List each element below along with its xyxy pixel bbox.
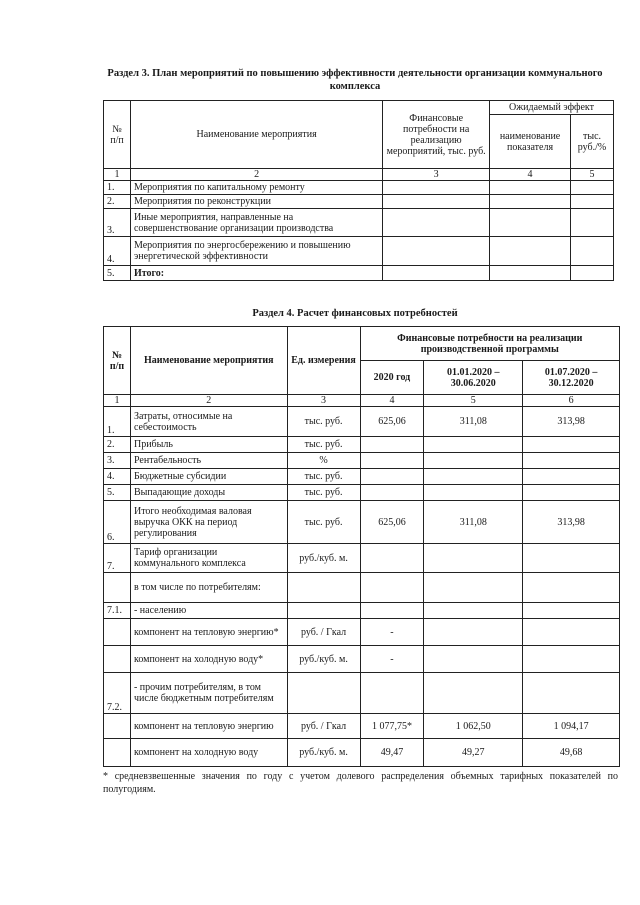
row-name: Бюджетные субсидии: [130, 469, 287, 485]
row-half1-value: 1 062,50: [424, 714, 523, 739]
row-half1-value: 311,08: [424, 501, 523, 544]
row-num: [104, 739, 131, 767]
row-num: 1.: [104, 181, 131, 195]
row-name: компонент на тепловую энергию*: [130, 619, 287, 646]
row-fin: [383, 266, 490, 281]
row-year-value: 625,06: [360, 501, 424, 544]
s4-colnums-row: [104, 395, 620, 407]
row-year-value: [360, 573, 424, 603]
row-name: Итого:: [130, 266, 382, 281]
row-effect-name: [490, 209, 571, 237]
table-row: [104, 603, 620, 619]
row-year-value: [360, 603, 424, 619]
row-num: [104, 619, 131, 646]
row-name: Затраты, относимые на себестоимость: [130, 407, 287, 437]
table-row: [104, 209, 614, 237]
s4-colnum: 1: [104, 395, 131, 407]
table-row: [104, 501, 620, 544]
row-year-value: -: [360, 619, 424, 646]
row-unit: тыс. руб.: [287, 485, 360, 501]
table-row-total: [104, 266, 614, 281]
section4-body: [104, 407, 620, 767]
row-half2-value: [523, 573, 620, 603]
s3-header-effect-name: наименование показателя: [490, 115, 571, 169]
row-unit: %: [287, 453, 360, 469]
s3-header-fin: Финансовые потребности на реализацию мероприятий, тыс. руб.: [383, 101, 490, 169]
s4-header-fin: Финансовые потребности на реализации производственной программы: [360, 327, 620, 361]
row-num: [104, 573, 131, 603]
row-half1-value: [424, 673, 523, 714]
s3-colnum: 2: [130, 169, 382, 181]
row-num: 7.: [104, 544, 131, 573]
row-unit: тыс. руб.: [287, 407, 360, 437]
row-half1-value: [424, 437, 523, 453]
row-year-value: 1 077,75*: [360, 714, 424, 739]
row-num: 4.: [104, 237, 131, 266]
row-effect-value: [571, 181, 614, 195]
row-half1-value: [424, 469, 523, 485]
section4-title: Раздел 4. Расчет финансовых потребностей: [252, 308, 458, 319]
row-effect-value: [571, 209, 614, 237]
table-row: [104, 237, 614, 266]
section3-table: [103, 100, 614, 281]
row-half1-value: [424, 573, 523, 603]
row-half2-value: [523, 469, 620, 485]
row-num: 4.: [104, 469, 131, 485]
row-num: 5.: [104, 485, 131, 501]
row-unit: [287, 603, 360, 619]
row-year-value: [360, 544, 424, 573]
row-half2-value: 313,98: [523, 407, 620, 437]
row-fin: [383, 181, 490, 195]
row-num: 5.: [104, 266, 131, 281]
s4-header-year: 2020 год: [360, 361, 424, 395]
row-unit: [287, 573, 360, 603]
table-row: [104, 544, 620, 573]
row-name: Мероприятия по энергосбережению и повышению энергетической эффективности: [130, 237, 382, 266]
row-unit: тыс. руб.: [287, 501, 360, 544]
section3-title: Раздел 3. План мероприятий по повышению эффективности деятельности организации коммунального комплекса: [107, 68, 603, 92]
table-row: [104, 646, 620, 673]
footnote: * средневзвешенные значения по году с учетом долевого распределения объемных тарифных показателей по полугодиям.: [103, 771, 618, 795]
section4-table: [103, 326, 620, 767]
row-num: 3.: [104, 209, 131, 237]
row-effect-name: [490, 181, 571, 195]
row-name: Рентабельность: [130, 453, 287, 469]
row-half2-value: [523, 544, 620, 573]
row-year-value: [360, 469, 424, 485]
row-unit: руб. / Гкал: [287, 619, 360, 646]
row-name: - прочим потребителям, в том числе бюджетным потребителям: [130, 673, 287, 714]
table-row: [104, 573, 620, 603]
row-year-value: 625,06: [360, 407, 424, 437]
s4-colnum: 2: [130, 395, 287, 407]
row-unit: руб./куб. м.: [287, 544, 360, 573]
s3-colnum: 5: [571, 169, 614, 181]
table-row: [104, 714, 620, 739]
row-half1-value: [424, 646, 523, 673]
row-effect-name: [490, 266, 571, 281]
table-row: [104, 619, 620, 646]
row-half1-value: [424, 544, 523, 573]
table-row: [104, 437, 620, 453]
row-year-value: -: [360, 646, 424, 673]
table-row: [104, 485, 620, 501]
s3-header-effect: Ожидаемый эффект: [490, 101, 614, 115]
s3-colnum: 4: [490, 169, 571, 181]
row-name: Итого необходимая валовая выручка ОКК на период регулирования: [130, 501, 287, 544]
row-year-value: [360, 453, 424, 469]
s3-header-effect-value: тыс. руб./%: [571, 115, 614, 169]
s3-colnum: 3: [383, 169, 490, 181]
row-unit: руб./куб. м.: [287, 646, 360, 673]
row-name: компонент на холодную воду: [130, 739, 287, 767]
s4-header-half1: 01.01.2020 – 30.06.2020: [424, 361, 523, 395]
row-fin: [383, 209, 490, 237]
row-num: 2.: [104, 195, 131, 209]
row-name: - населению: [130, 603, 287, 619]
row-fin: [383, 237, 490, 266]
s4-header-unit: Ед. измерения: [287, 327, 360, 395]
s4-colnum: 3: [287, 395, 360, 407]
table-row: [104, 739, 620, 767]
table-row: [104, 673, 620, 714]
row-num: [104, 646, 131, 673]
row-effect-value: [571, 195, 614, 209]
row-half2-value: 313,98: [523, 501, 620, 544]
table-row: [104, 181, 614, 195]
row-num: 3.: [104, 453, 131, 469]
row-half2-value: 1 094,17: [523, 714, 620, 739]
row-name: компонент на тепловую энергию: [130, 714, 287, 739]
row-fin: [383, 195, 490, 209]
s4-header-num: № п/п: [104, 327, 131, 395]
row-num: 6.: [104, 501, 131, 544]
row-half2-value: [523, 453, 620, 469]
table-row: [104, 407, 620, 437]
s3-colnums-row: [104, 169, 614, 181]
row-num: 7.2.: [104, 673, 131, 714]
row-name: Прибыль: [130, 437, 287, 453]
row-half1-value: 311,08: [424, 407, 523, 437]
table-row: [104, 195, 614, 209]
s3-header-name: Наименование мероприятия: [130, 101, 382, 169]
s4-colnum: 6: [523, 395, 620, 407]
row-half2-value: [523, 603, 620, 619]
row-num: [104, 714, 131, 739]
s4-colnum: 5: [424, 395, 523, 407]
row-effect-name: [490, 237, 571, 266]
row-half2-value: [523, 437, 620, 453]
row-num: 7.1.: [104, 603, 131, 619]
row-effect-value: [571, 266, 614, 281]
row-unit: тыс. руб.: [287, 437, 360, 453]
s4-header-half2: 01.07.2020 – 30.12.2020: [523, 361, 620, 395]
row-year-value: [360, 673, 424, 714]
row-half2-value: 49,68: [523, 739, 620, 767]
row-num: 2.: [104, 437, 131, 453]
row-half2-value: [523, 646, 620, 673]
row-half1-value: [424, 603, 523, 619]
row-half1-value: [424, 485, 523, 501]
row-name: компонент на холодную воду*: [130, 646, 287, 673]
row-half2-value: [523, 485, 620, 501]
row-half2-value: [523, 673, 620, 714]
s3-header-num: № п/п: [104, 101, 131, 169]
row-num: 1.: [104, 407, 131, 437]
row-year-value: 49,47: [360, 739, 424, 767]
row-name: Иные мероприятия, направленные на совершенствование организации производства: [130, 209, 382, 237]
table-row: [104, 453, 620, 469]
row-year-value: [360, 485, 424, 501]
s4-colnum: 4: [360, 395, 424, 407]
row-unit: руб. / Гкал: [287, 714, 360, 739]
row-unit: [287, 673, 360, 714]
row-unit: руб./куб. м.: [287, 739, 360, 767]
row-effect-value: [571, 237, 614, 266]
row-year-value: [360, 437, 424, 453]
s4-header-name: Наименование мероприятия: [130, 327, 287, 395]
row-half1-value: [424, 619, 523, 646]
row-half2-value: [523, 619, 620, 646]
row-effect-name: [490, 195, 571, 209]
row-name: Мероприятия по капитальному ремонту: [130, 181, 382, 195]
row-unit: тыс. руб.: [287, 469, 360, 485]
row-name: Тариф организации коммунального комплекса: [130, 544, 287, 573]
row-name: Мероприятия по реконструкции: [130, 195, 382, 209]
row-half1-value: [424, 453, 523, 469]
table-row: [104, 469, 620, 485]
row-name: Выпадающие доходы: [130, 485, 287, 501]
row-half1-value: 49,27: [424, 739, 523, 767]
s3-colnum: 1: [104, 169, 131, 181]
row-name: в том числе по потребителям:: [130, 573, 287, 603]
